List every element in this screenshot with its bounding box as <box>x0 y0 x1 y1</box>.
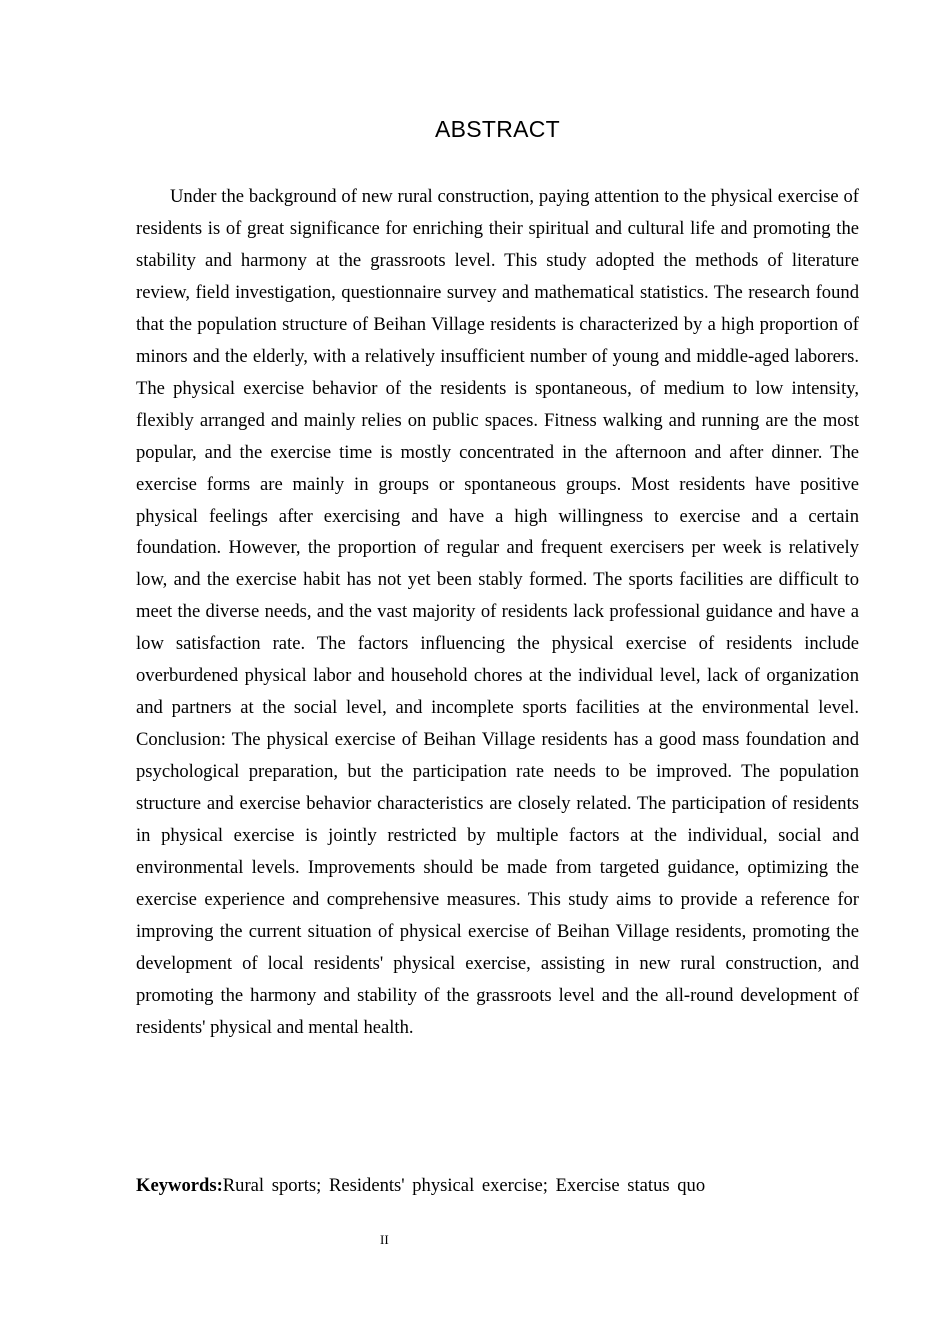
keywords-label: Keywords: <box>136 1175 223 1196</box>
page-number: II <box>380 1232 389 1247</box>
keywords-text: Rural sports; Residents' physical exercise; Exercise status quo <box>222 1175 706 1196</box>
keywords-line <box>136 1170 859 1202</box>
abstract-body: Under the background of new rural construction, paying attention to the physical exercise of residents is of great significance for enriching their spiritual and cultural life and promoting the stability and harmony at the grassroots level. This study adopted the methods of literature review, field investigation, questionnaire survey and mathematical statistics. The research found that the population structure of Beihan Village residents is characterized by a high proportion of minors and the elderly, with a relatively insufficient number of young and middle-aged laborers. The physical exercise behavior of the residents is spontaneous, of medium to low intensity, flexibly arranged and mainly relies on public spaces. Fitness walking and running are the most popular, and the exercise time is mostly concentrated in the afternoon and after dinner. The exercise forms are mainly in groups or spontaneous groups. Most residents have positive physical feelings after exercising and have a high willingness to exercise and a certain foundation. However, the proportion of regular and frequent exercisers per week is relatively low, and the exercise habit has not yet been stably formed. The sports facilities are difficult to meet the diverse needs, and the vast majority of residents lack professional guidance and have a low satisfaction rate. The factors influencing the physical exercise of residents include overburdened physical labor and household chores at the individual level, lack of organization and partners at the social level, and incomplete sports facilities at the environmental level. Conclusion: The physical exercise of Beihan Village residents has a good mass foundation and psychological preparation, but the participation rate needs to be improved. The population structure and exercise behavior characteristics are closely related. The participation of residents in physical exercise is jointly restricted by multiple factors at the individual, social and environmental levels. Improvements should be made from targeted guidance, optimizing the exercise experience and comprehensive measures. This study aims to provide a reference for improving the current situation of physical exercise of Beihan Village residents, promoting the development of local residents' physical exercise, assisting in new rural construction, and promoting the harmony and stability of the grassroots level and the all-round development of residents' physical and mental health. <box>136 186 859 1038</box>
abstract-title: ABSTRACT <box>434 116 561 142</box>
